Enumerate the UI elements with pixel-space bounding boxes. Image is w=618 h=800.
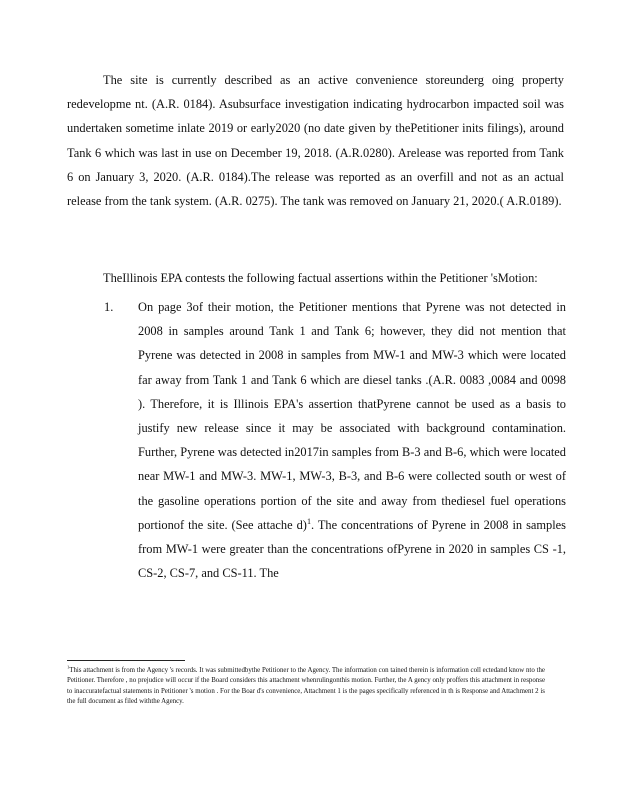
list-item-number: 1. [104, 300, 114, 314]
list-item-text-main: On page 3of their motion, the Petitioner mentions that Pyrene was not detected in 2008 in samples around Tank 1 and Tank 6; however, they did not mention that Pyrene was detected in 2008 in samples from MW-1 and MW-3 which were located far away from Tank 1 and Tank 6 which are diesel tanks .(A.R. 0083 ,0084 and 0098 ). Therefore, it is Illinois EPA's assertion thatPyrene cannot be used as a basis to justify new release since it may be associated with background contamination. Further, Pyrene was detected in2017in samples from B-3 and B-6, which were located near MW-1 and MW-3. MW-1, MW-3, B-3, and B-6 were collected south or west of the gasoline operations portion of the site and away from thediesel fuel operations portionof the site. (See attache d) [138, 300, 566, 532]
list-item-text-continued: . The concentrations of Pyrene in 2008 in samples from MW-1 were greater than the concentrations ofPyrene in 2020 in samples CS -1, CS-2, CS-7, and CS-11. The [138, 517, 566, 581]
list-item-text [138, 295, 566, 585]
numbered-list-item-1 [104, 295, 566, 585]
footnote-1 [67, 666, 545, 707]
footnote-separator [67, 660, 185, 661]
footnote-reference: 1 [306, 516, 311, 526]
footnote-marker: 1 [67, 664, 70, 670]
paragraph-contested-assertions: TheIllinois EPA contests the following factual assertions within the Petitioner 'sMotion: [103, 271, 538, 285]
footnote-text: This attachment is from the Agency 's records. It was submittedbythe Petitioner to the Agency. The information con tained therein is information coll ectedand know nto the Petitioner. Therefore , no prejudice will occur if the Board considers this attachment whenrulingonthis motion. Further, the A gency only proffers this attachment in response to inaccuratefactual statements in Petitioner 's motion . For the Boar d's convenience, Attachment 1 is the pages specifically referenced in th is Response and Attachment 2 is the full document as filed withthe Agency. [67, 667, 545, 705]
paragraph-site-description: The site is currently described as an active convenience storeunderg oing property redevelopme nt. (A.R. 0184). Asubsurface investigation indicating hydrocarbon impacted soil was undertaken sometime inlate 2019 or early2020 (no date given by thePetitioner inits filings), around Tank 6 which was last in use on December 19, 2018. (A.R.0280). Arelease was reported from Tank 6 on January 3, 2020. (A.R. 0184).The release was reported as an overfill and not as an actual release from the tank system. (A.R. 0275). The tank was removed on January 21, 2020.( A.R.0189). [67, 73, 564, 209]
